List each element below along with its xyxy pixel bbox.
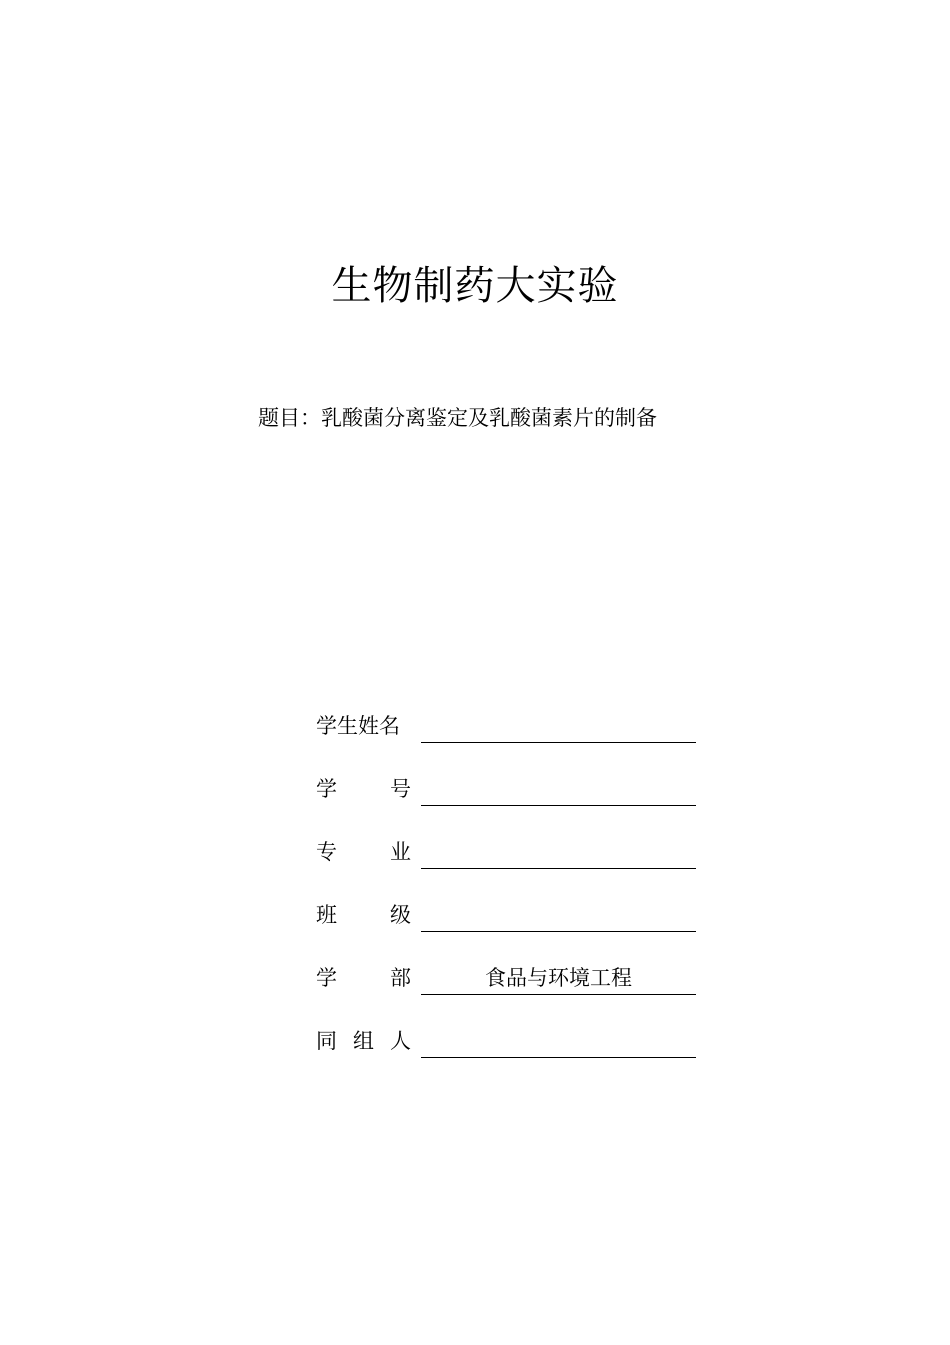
form-label-char: 业 [390, 840, 411, 864]
form-field-class[interactable] [421, 898, 696, 932]
form-label-group-members [316, 1024, 411, 1058]
form-row-department [316, 961, 698, 1024]
form-label-char: 班 [316, 903, 337, 927]
form-label-char: 级 [390, 903, 411, 927]
form-label-student-id [316, 772, 411, 806]
form-label-char: 号 [390, 777, 411, 801]
form-row-student-name [316, 709, 698, 772]
student-info-form [316, 709, 698, 1087]
form-field-group-members[interactable] [421, 1024, 696, 1058]
form-field-department[interactable]: 食品与环境工程 [421, 961, 696, 995]
form-label-class [316, 898, 411, 932]
document-title: 生物制药大实验 [331, 263, 619, 309]
document-subject: 题目：乳酸菌分离鉴定及乳酸菌素片的制备 [258, 406, 657, 430]
form-label-char: 部 [390, 966, 411, 990]
form-label-major [316, 835, 411, 869]
form-row-class [316, 898, 698, 961]
form-label-char: 人 [390, 1029, 411, 1053]
form-field-student-name[interactable] [421, 709, 696, 743]
form-row-student-id [316, 772, 698, 835]
form-label-char: 学 [316, 777, 337, 801]
form-label-department [316, 961, 411, 995]
form-label-char: 专 [316, 840, 337, 864]
form-field-student-id[interactable] [421, 772, 696, 806]
form-label-student-name: 学生姓名 [316, 714, 400, 738]
form-label-char: 学 [316, 966, 337, 990]
form-row-major [316, 835, 698, 898]
form-field-major[interactable] [421, 835, 696, 869]
form-row-group-members [316, 1024, 698, 1087]
form-label-char: 组 [353, 1029, 374, 1053]
form-label-char: 同 [316, 1029, 337, 1053]
